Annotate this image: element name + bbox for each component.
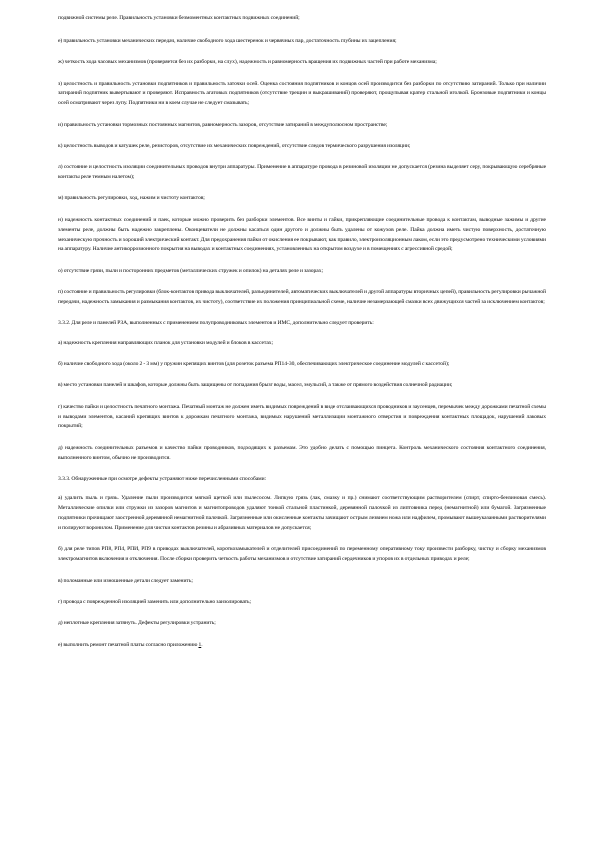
document-page: [58, 14, 546, 662]
paragraph-333-a: а) удалить пыль и грязь. Удаление пыли производится мягкой щеткой или пылесосом. Липкую грязь (лак, смазку и пр.) снимают соответствующим растворителем (спирт, спирто-бензиновая смесь). Металлические опилки или стружки из зазоров магнитов и магнитопроводов удаляют тонкой стальной пластинкой, деревянной палочкой из липтовника перед (немагнитной) или бумагой. Загрязненные подпятники прочищают заостренной деревянной немагнитной палочкой. Загрязненные или окисленные контакты зачищают острым лезвием ножа или надфилем, промывают вышеуказанными растворителями и полируют воронилом. Применение для чистки контактов резины и абразивных материалов не допускается;: [58, 495, 546, 532]
paragraph-z: з) целостность и правильность установки подпятников и правильность заточки осей. Оценка состояния подпятников и концов осей производится без разборки по отсутствию затираний. Только при наличии затираний подпятник вывертывают и проверяют. Исправность агатовых подпятников (отсутствие трещин и выкрашиваний) проверяют, прощупывая кратер стальной иголкой. Бронзовые подпятники и концы осей осматривают через лупу. Подпятники ни в коем случае не следует смазывать;: [58, 80, 546, 107]
paragraph-332-a: а) надежность крепления направляющих планок для установки модулей и блоков в кассетах;: [58, 339, 274, 346]
paragraph-333-e: [58, 641, 546, 651]
paragraph-k: к) целостность выводов и катушек реле, резисторов, отсутствие их механических повреждений, отсутствие следов термического разрушения изоляции;: [58, 142, 411, 149]
paragraph-333-b: б) для реле типов РП8, РП4, РПИ, РП9 в приводах выключателей, короткозамыкателей и отделителей присоединений по переменному оперативному току произвести разборку, чистку и сборку механизмов электромагнитов включения и отключения. После сборки проверить четкость работы механизмов и отсутствие затираний сердечников и упоров их в отдельных приводах и реле;: [58, 546, 546, 563]
paragraph-m: м) правильность регулировки, ход, нажим и чистоту контактов;: [58, 195, 205, 202]
paragraph-332-g: г) качество пайки и целостность печатного монтажа. Печатный монтаж не должен иметь видимых повреждений в виде отслаивающихся проводников и заусенцев, перемычек между дорожками печатной схемы и выводами элементов, касаний крепящих винтов к дорожкам печатного монтажа, видимых нарушений металлизации монтажного отверстия и повреждения контактных площадок, нарушений лаковых покрытий;: [58, 403, 546, 430]
paragraph-333-g: г) провода с поврежденной изоляцией заменить или дополнительно заизолировать;: [58, 598, 252, 605]
paragraph-n: н) надежность контактных соединений и паек, которые можно проверить без разборки элементов. Все винты и гайки, прикрепляющие соединительные провода к контактам, выводные зажимы и другие элементы реле, должны быть надежно закреплены. Оконцеватели не должны касаться один другого и должны быть удалены от кожухов реле. Пайка должна иметь чистую поверхность, достаточную механическую прочность и хороший электрический контакт. Для предохранения пайки от окисления ее покрывают, как правило, электроизоляционным лаком, если это предусмотрено техническими условиями на аппаратуру. Наличие антикоррозионного покрытия на выводах и контактных соединениях, установленных на открытом воздухе и в помещениях с агрессивной средой;: [58, 216, 546, 253]
paragraph-zh: ж) четкость хода часовых механизмов (проверяется без их разборки, на слух), надежность и равномерность вращения их подвижных частей при работе механизма;: [58, 59, 437, 66]
paragraph-332-d: д) надежность соединительных разъемов и качество пайки проводников, подходящих к разъемам. Это удобно делать с помощью пинцета. Контроль механического состояния контактного соединения, выполненного винтом, обычно не производится.: [58, 444, 546, 461]
paragraph-332-b: б) наличие свободного хода (около 2 - 3 мм) у пружин крепящих винтов (для розеток разъема РП14-30, обеспечивающих электрическое соединение модулей с кассетой);: [58, 361, 450, 368]
paragraph-333-d: д) неплотные крепления затянуть. Дефекты регулировки устранить;: [58, 620, 216, 627]
paragraph-332-v: в) место установки панелей и шкафов, которые должны быть защищены от попадания брызг воды, масел, эмульсий, а также от прямого воздействия солнечной радиации;: [58, 382, 453, 389]
paragraph-p: п) состояние и правильность регулировки (блок-контактов привода выключателей, разъединителей, автоматических выключателей и другой аппаратуры вторичных цепей), правильность регулировки рычажной передачи, надежность замыкания и размыкания контактов, их чистоту), соответствие их положения принципиальной схеме, наличие незамерзающей смазки всех движущихся частей за исключением контактов;: [58, 289, 546, 305]
section-heading-3-3-2: 3.3.2. Для реле и панелей РЗА, выполненных с применением полупроводниковых элементов и ИМС, дополнительно следует проверить:: [58, 320, 374, 327]
paragraph-333-e-text: е) выполнить ремонт печатной платы согласно приложению: [58, 641, 199, 648]
paragraph-333-v: в) поломанные или изношенные детали следует заменить;: [58, 577, 193, 584]
paragraph-o: о) отсутствие грязи, пыли и посторонних предметов (металлических стружек и опилок) на деталях реле и зазорах;: [58, 267, 323, 274]
paragraph-333-e-end: .: [201, 641, 203, 648]
paragraph-l: л) состояние и целостность изоляции соединительных проводов внутри аппаратуры. Применение в аппаратуре провода в резиновой изоляции не допускается (резина выделяет серу, покрывающую серебряные контакты реле темным налетом);: [58, 164, 546, 181]
section-heading-3-3-3: 3.3.3. Обнаруженные при осмотре дефекты устраняют ниже перечисленными способами:: [58, 475, 267, 482]
appendix-link[interactable]: 1: [198, 641, 202, 648]
paragraph-intro: подвижной системы реле. Правильность установки безмоментных контактных подвижных соединений;: [58, 15, 300, 21]
paragraph-i: и) правильность установки тормозных постоянных магнитов, равномерность зазоров, отсутствие затираний в междуполюсном пространстве;: [58, 121, 388, 128]
paragraph-e: е) правильность установки механических передач, наличие свободного хода шестеренок и червячных пар, достаточность глубины их зацепления;: [58, 37, 397, 44]
